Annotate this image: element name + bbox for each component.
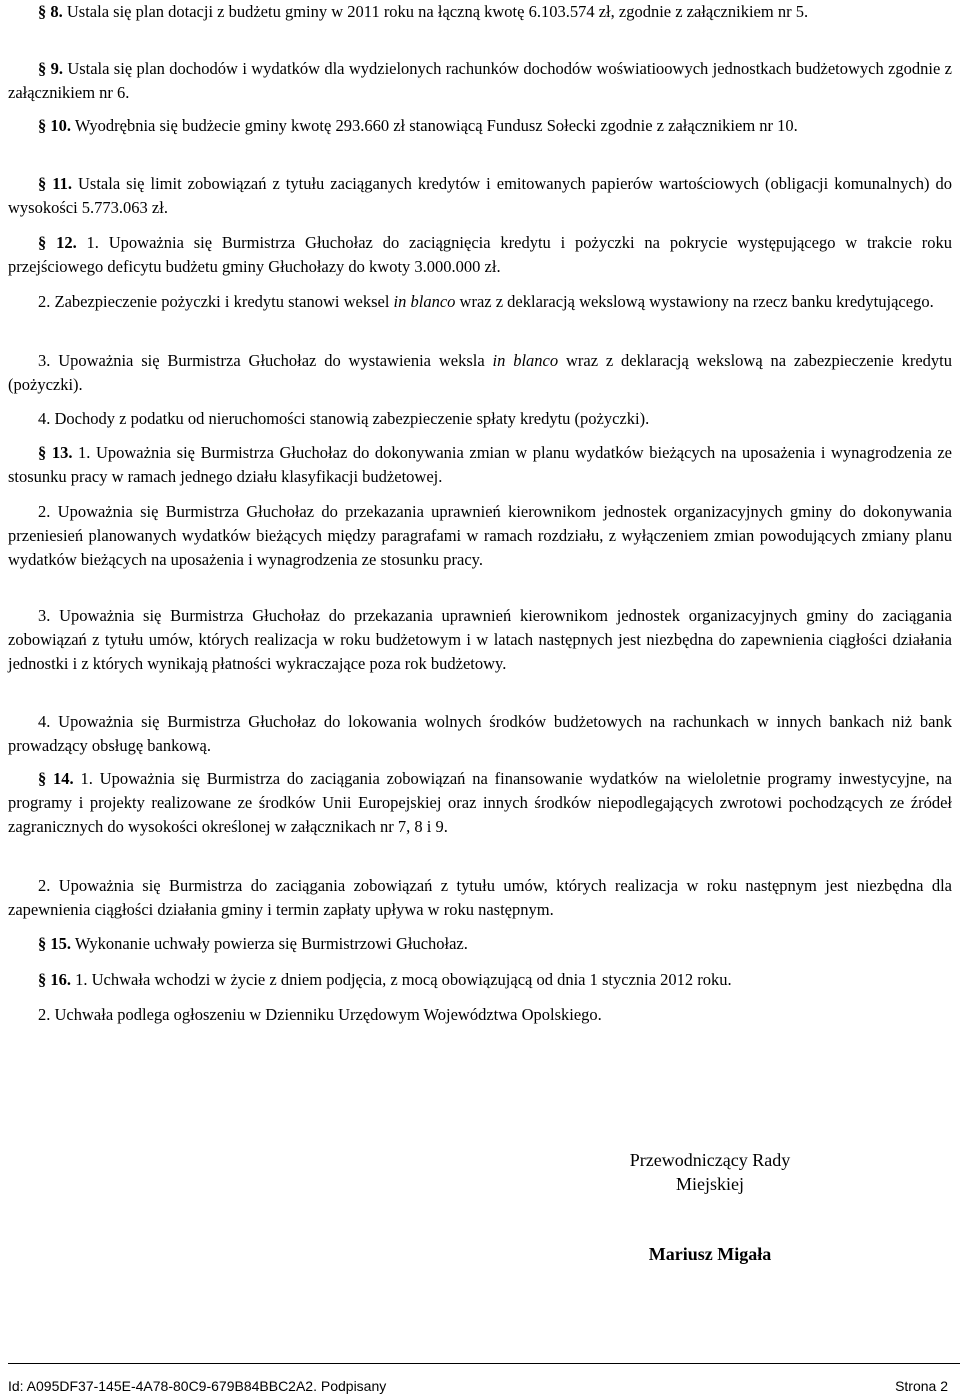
section-number: § 12. <box>38 233 77 252</box>
signature-title-line2: Miejskiej <box>676 1174 744 1194</box>
paragraph-text: Wyodrębnia się budżecie gminy kwotę 293.660 zł stanowiącą Fundusz Sołecki zgodnie z załącznikiem nr 10. <box>71 116 798 135</box>
section-number: § 16. <box>38 970 71 989</box>
paragraph-section-14 <box>8 767 952 839</box>
paragraph-text: 1. Upoważnia się Burmistrza do zaciągania zobowiązań na finansowanie wydatków na wieloletnie programy inwestycyjne, na programy i projekty realizowane ze środków Unii Europejskiej oraz innych środków niepodlegających zwrotowi pochodzących ze źródeł zagranicznych do wysokości określonej w załącznikach nr 7, 8 i 9. <box>8 769 952 836</box>
paragraph-text: 2. Uchwała podlega ogłoszeniu w Dzienniku Urzędowym Województwa Opolskiego. <box>38 1005 602 1024</box>
paragraph-12-4 <box>8 407 952 431</box>
italic-term: in blanco <box>393 292 456 311</box>
paragraph-text: 1. Upoważnia się Burmistrza Głuchołaz do zaciągnięcia kredytu i pożyczki na pokrycie występującego w trakcie roku przejściowego deficytu budżetu gminy Głuchołazy do kwoty 3.000.000 zł. <box>8 233 952 276</box>
paragraph-13-4 <box>8 710 952 758</box>
paragraph-text: 1. Uchwała wchodzi w życie z dniem podjęcia, z mocą obowiązującą od dnia 1 stycznia 2012 roku. <box>71 970 732 989</box>
section-number: § 9. <box>38 59 63 78</box>
paragraph-section-12 <box>8 231 952 279</box>
signature-block <box>560 1148 860 1266</box>
paragraph-text: 2. Upoważnia się Burmistrza do zaciągania zobowiązań z tytułu umów, których realizacja w roku następnym jest niezbędna dla zapewnienia ciągłości działania gminy i termin zapłaty upływa w roku następnym. <box>8 876 952 919</box>
paragraph-text: 1. Upoważnia się Burmistrza Głuchołaz do dokonywania zmian w planu wydatków bieżących na uposażenia i wynagrodzenia ze stosunku pracy w ramach jednego działu klasyfikacji budżetowej. <box>8 443 952 486</box>
paragraph-text: 2. Zabezpieczenie pożyczki i kredytu stanowi weksel <box>38 292 394 311</box>
paragraph-text: 2. Upoważnia się Burmistrza Głuchołaz do przekazania uprawnień kierownikom jednostek organizacyjnych gminy do dokonywania przeniesień planowanych wydatków bieżących między paragrafami w ramach rozdziału, z wyłączeniem zmian powodujących zmiany planu wydatków bieżących na uposażenia i wynagrodzenia ze stosunku pracy. <box>8 502 952 569</box>
paragraph-text: Ustala się limit zobowiązań z tytułu zaciąganych kredytów i emitowanych papierów wartościowych (obligacji komunalnych) do wysokości 5.773.063 zł. <box>8 174 953 217</box>
section-number: § 10. <box>38 116 71 135</box>
signature-title-line1: Przewodniczący Rady <box>629 1150 791 1170</box>
paragraph-text: Wykonanie uchwały powierza się Burmistrzowi Głuchołaz. <box>71 934 468 953</box>
paragraph-12-2 <box>8 290 952 314</box>
paragraph-text: Ustala się plan dochodów i wydatków dla wydzielonych rachunków dochodów woświatioowych jednostkach budżetowych zgodnie z załącznikiem nr 6. <box>8 59 952 102</box>
paragraph-13-3 <box>8 604 952 676</box>
paragraph-text: 3. Upoważnia się Burmistrza Głuchołaz do wystawienia weksla <box>38 351 493 370</box>
paragraph-13-2 <box>8 500 952 572</box>
page-number: Strona 2 <box>895 1378 948 1394</box>
section-number: § 15. <box>38 934 71 953</box>
italic-term: in blanco <box>492 351 559 370</box>
section-number: § 14. <box>38 769 74 788</box>
section-number: § 13. <box>38 443 73 462</box>
section-number: § 8. <box>38 2 63 21</box>
signature-name: Mariusz Migała <box>648 1244 772 1264</box>
paragraph-section-13 <box>8 441 952 489</box>
paragraph-section-16 <box>8 968 952 992</box>
paragraph-12-3 <box>8 349 952 397</box>
paragraph-text: Ustala się plan dotacji z budżetu gminy w 2011 roku na łączną kwotę 6.103.574 zł, zgodnie z załącznikiem nr 5. <box>62 2 809 21</box>
paragraph-section-8 <box>8 0 952 24</box>
paragraph-section-11 <box>8 172 952 220</box>
paragraph-text: 3. Upoważnia się Burmistrza Głuchołaz do przekazania uprawnień kierownikom jednostek organizacyjnych gminy do zaciągania zobowiązań z tytułu umów, których realizacja w roku budżetowym i w latach następnych jest niezbędna do zapewnienia ciągłości działania jednostki i z których wynikają płatności wykraczające poza rok budżetowy. <box>8 606 952 673</box>
paragraph-16-2 <box>8 1003 952 1027</box>
page-footer <box>8 1377 948 1395</box>
section-number: § 11. <box>38 174 72 193</box>
paragraph-14-2 <box>8 874 952 922</box>
paragraph-section-9 <box>8 57 952 105</box>
paragraph-section-10 <box>8 114 952 138</box>
document-id: Id: A095DF37-145E-4A78-80C9-679B84BBC2A2. Podpisany <box>8 1378 387 1394</box>
footer-divider <box>8 1363 960 1364</box>
paragraph-text: 4. Upoważnia się Burmistrza Głuchołaz do lokowania wolnych środków budżetowych na rachunkach w innych bankach niż bank prowadzący obsługę bankową. <box>8 712 952 755</box>
paragraph-text: wraz z deklaracją wekslową wystawiony na rzecz banku kredytującego. <box>455 292 934 311</box>
paragraph-text: wraz z deklaracją wekslową na zabezpieczenie kredytu (pożyczki). <box>8 351 952 394</box>
paragraph-text: 4. Dochody z podatku od nieruchomości stanowią zabezpieczenie spłaty kredytu (pożyczki). <box>38 409 650 428</box>
paragraph-section-15 <box>8 932 952 956</box>
